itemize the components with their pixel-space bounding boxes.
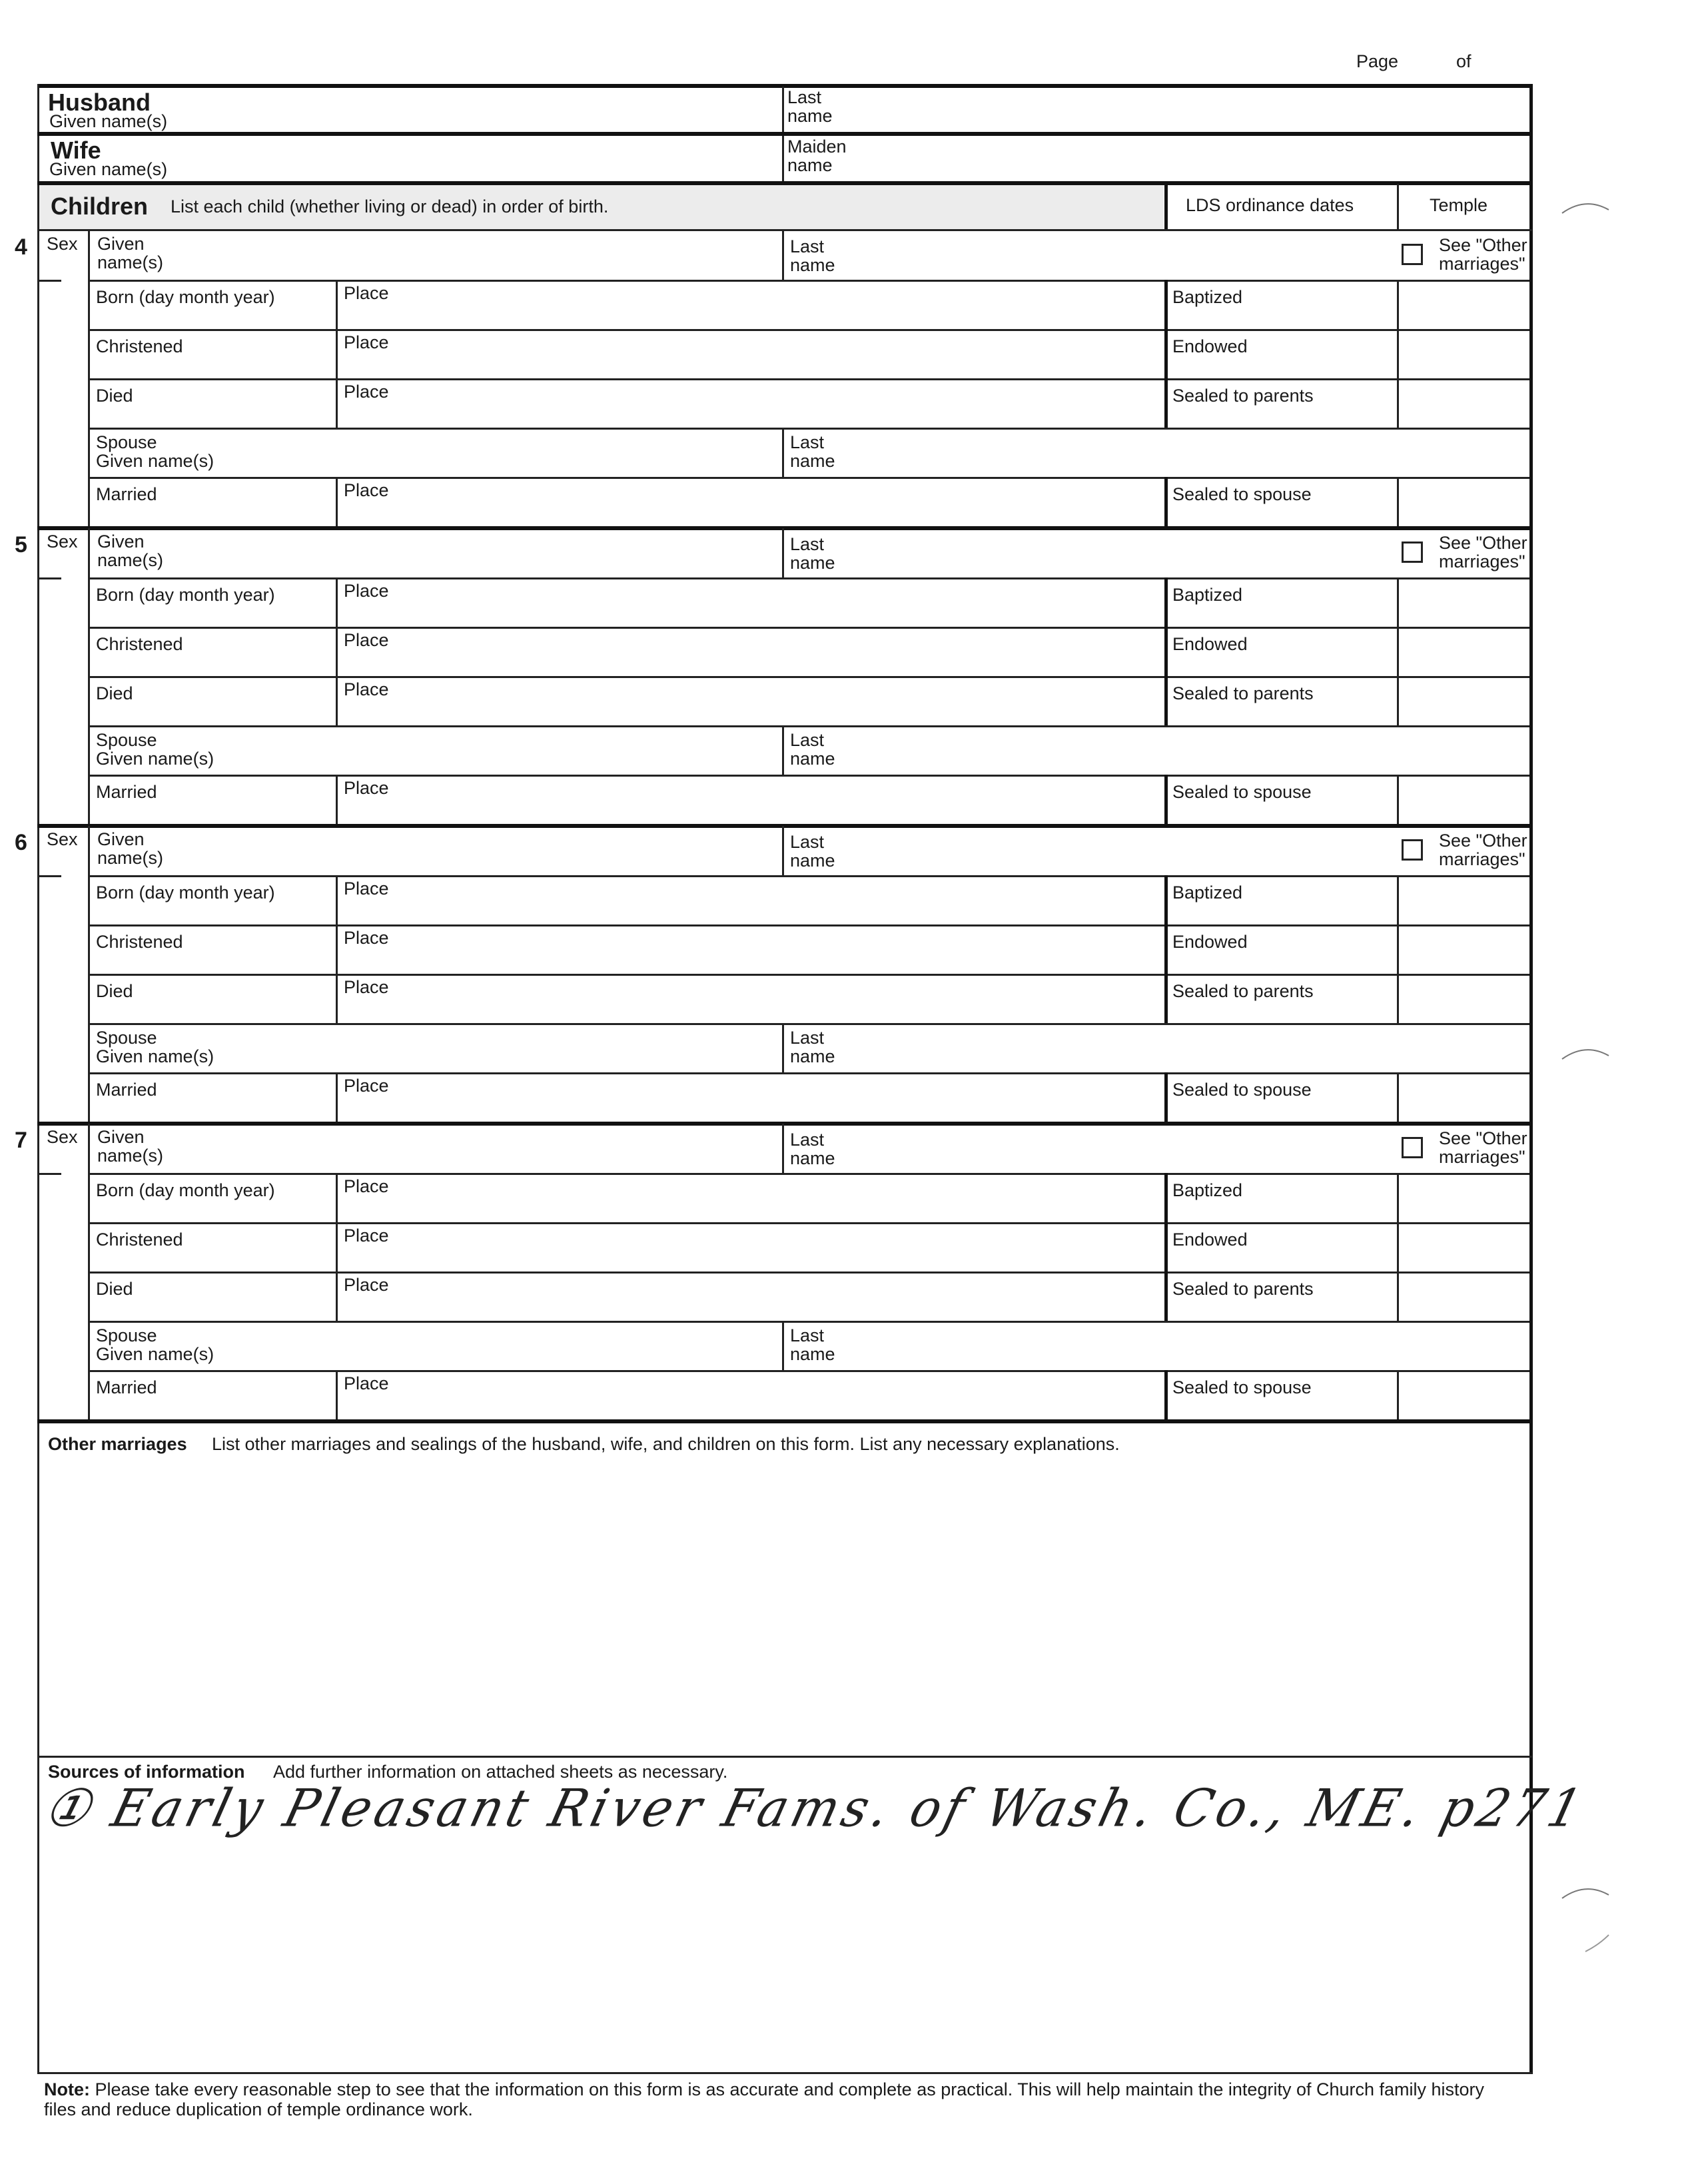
spouse-last-label-2: name	[790, 451, 835, 471]
frame-right	[1529, 84, 1533, 2074]
place-label: Place	[344, 1176, 389, 1196]
see-other-label-1: See "Other	[1439, 533, 1527, 553]
sealed-spouse-label: Sealed to spouse	[1172, 782, 1312, 802]
last-label-1: Last	[790, 236, 825, 256]
given-label-1: Given	[97, 829, 145, 849]
margin-arc-mark	[1559, 193, 1612, 220]
see-other-label-2: marriages"	[1439, 551, 1525, 571]
sources-title: Sources of information	[48, 1762, 245, 1782]
place-label: Place	[344, 879, 389, 899]
married-row[interactable]	[91, 1074, 1528, 1120]
place-label: Place	[344, 1275, 389, 1295]
christened-label: Christened	[96, 932, 183, 952]
page-label: Page	[1356, 51, 1399, 71]
frame-bottom	[37, 2072, 1532, 2074]
husband-last-label-2: name	[787, 106, 833, 126]
other-marriages-checkbox[interactable]	[1402, 839, 1423, 861]
christened-row[interactable]	[91, 926, 1528, 972]
footer-note	[44, 2079, 1509, 2119]
born-label: Born (day month year)	[96, 287, 275, 307]
child-number: 4	[15, 234, 27, 260]
divider	[782, 1124, 784, 1173]
children-title: Children	[51, 192, 149, 220]
sealed_parents-label: Sealed to parents	[1172, 981, 1314, 1001]
spouse-last-label-2: name	[790, 1344, 835, 1364]
divider	[37, 229, 1532, 231]
temple-header: Temple	[1430, 195, 1488, 215]
husband-last-label-1: Last	[787, 87, 822, 107]
child-number: 5	[15, 532, 27, 557]
divider	[782, 87, 784, 133]
wife-maiden-label-1: Maiden	[787, 137, 847, 157]
last-label-1: Last	[790, 1130, 825, 1150]
spouse-label-2: Given name(s)	[96, 1344, 214, 1364]
spouse-row[interactable]	[91, 1024, 1528, 1071]
wife-title: Wife	[51, 137, 101, 164]
sealed_parents-label: Sealed to parents	[1172, 386, 1314, 406]
born-row[interactable]	[91, 281, 1528, 328]
divider	[782, 136, 784, 182]
given-label-1: Given	[97, 532, 145, 551]
baptized-label: Baptized	[1172, 1180, 1243, 1200]
spouse-label-1: Spouse	[96, 730, 157, 750]
sealed-spouse-label: Sealed to spouse	[1172, 484, 1312, 504]
christened-row[interactable]	[91, 628, 1528, 675]
given-label-2: name(s)	[97, 252, 164, 272]
place-label: Place	[344, 382, 389, 402]
christened-row[interactable]	[91, 330, 1528, 377]
divider	[37, 577, 61, 579]
baptized-label: Baptized	[1172, 287, 1243, 307]
margin-arc-mark	[1559, 1878, 1612, 1958]
place-label: Place	[344, 1373, 389, 1393]
married-label: Married	[96, 1080, 157, 1100]
given-label-1: Given	[97, 234, 145, 254]
note-text: Please take every reasonable step to see that the information on this form is as accurate and complete as practical. This will help maintain the integrity of Church family history files and reduce duplication of temple ordinance work.	[44, 2079, 1485, 2119]
place-label: Place	[344, 480, 389, 500]
christened-label: Christened	[96, 1230, 183, 1250]
married-label: Married	[96, 1377, 157, 1397]
spouse-last-label-2: name	[790, 749, 835, 769]
christened-row[interactable]	[91, 1224, 1528, 1270]
spouse-label-2: Given name(s)	[96, 749, 214, 769]
note-label: Note:	[44, 2079, 90, 2099]
died-row[interactable]	[91, 677, 1528, 724]
married-row[interactable]	[91, 776, 1528, 823]
spouse-label-2: Given name(s)	[96, 451, 214, 471]
last-label-2: name	[790, 851, 835, 871]
other-marriages-checkbox[interactable]	[1402, 1137, 1423, 1158]
spouse-label-1: Spouse	[96, 1028, 157, 1048]
died-label: Died	[96, 1279, 133, 1299]
sex-label: Sex	[47, 532, 78, 551]
other-marriages-checkbox[interactable]	[1402, 542, 1423, 563]
place-label: Place	[344, 630, 389, 650]
place-label: Place	[344, 977, 389, 997]
place-label: Place	[344, 1076, 389, 1096]
husband-title: Husband	[48, 89, 151, 116]
sealed_parents-label: Sealed to parents	[1172, 683, 1314, 703]
born-label: Born (day month year)	[96, 585, 275, 605]
see-other-label-2: marriages"	[1439, 1147, 1525, 1167]
child-number: 7	[15, 1128, 27, 1153]
spouse-row[interactable]	[91, 429, 1528, 476]
child-number: 6	[15, 830, 27, 855]
endowed-label: Endowed	[1172, 634, 1248, 654]
spouse-label-2: Given name(s)	[96, 1046, 214, 1066]
died-row[interactable]	[91, 975, 1528, 1022]
sealed-spouse-label: Sealed to spouse	[1172, 1377, 1312, 1397]
wife-given-label: Given name(s)	[49, 159, 168, 179]
place-label: Place	[344, 283, 389, 303]
spouse-last-label-2: name	[790, 1046, 835, 1066]
divider	[782, 826, 784, 875]
sex-label: Sex	[47, 234, 78, 254]
endowed-label: Endowed	[1172, 1230, 1248, 1250]
divider	[37, 875, 61, 877]
born-row[interactable]	[91, 1174, 1528, 1221]
spouse-row[interactable]	[91, 1322, 1528, 1369]
other-marriages-instruction: List other marriages and sealings of the husband, wife, and children on this form. List any necessary explanations.	[212, 1434, 1120, 1454]
place-label: Place	[344, 778, 389, 798]
see-other-label-1: See "Other	[1439, 831, 1527, 851]
endowed-label: Endowed	[1172, 336, 1248, 356]
given-label-2: name(s)	[97, 848, 164, 868]
margin-arc-mark	[1559, 1039, 1612, 1066]
spouse-last-label-1: Last	[790, 730, 825, 750]
spouse-row[interactable]	[91, 727, 1528, 773]
see-other-label-1: See "Other	[1439, 235, 1527, 255]
spouse-last-label-1: Last	[790, 1028, 825, 1048]
christened-label: Christened	[96, 634, 183, 654]
place-label: Place	[344, 332, 389, 352]
given-label-1: Given	[97, 1127, 145, 1147]
divider	[1397, 184, 1399, 230]
see-other-label-1: See "Other	[1439, 1128, 1527, 1148]
died-label: Died	[96, 386, 133, 406]
children-instruction: List each child (whether living or dead) in order of birth.	[171, 196, 609, 216]
sex-label: Sex	[47, 1127, 78, 1147]
died-label: Died	[96, 683, 133, 703]
other-marriages-checkbox[interactable]	[1402, 244, 1423, 265]
sealed-spouse-label: Sealed to spouse	[1172, 1080, 1312, 1100]
spouse-label-1: Spouse	[96, 432, 157, 452]
given-label-2: name(s)	[97, 1146, 164, 1166]
given-label-2: name(s)	[97, 550, 164, 570]
endowed-label: Endowed	[1172, 932, 1248, 952]
other-marriages-box[interactable]	[39, 1427, 1528, 1753]
married-label: Married	[96, 484, 157, 504]
sex-label: Sex	[47, 829, 78, 849]
spouse-last-label-1: Last	[790, 432, 825, 452]
spouse-label-1: Spouse	[96, 1325, 157, 1345]
spouse-last-label-1: Last	[790, 1325, 825, 1345]
lds-ordinance-header: LDS ordinance dates	[1186, 195, 1354, 215]
of-label: of	[1456, 51, 1472, 71]
last-label-2: name	[790, 255, 835, 275]
husband-given-label: Given name(s)	[49, 111, 168, 131]
place-label: Place	[344, 928, 389, 948]
died-label: Died	[96, 981, 133, 1001]
divider	[37, 280, 61, 282]
married-row[interactable]	[91, 478, 1528, 525]
died-row[interactable]	[91, 1273, 1528, 1319]
born-row[interactable]	[91, 877, 1528, 923]
died-row[interactable]	[91, 380, 1528, 426]
wife-maiden-label-2: name	[787, 155, 833, 175]
other-marriages-title: Other marriages	[48, 1434, 187, 1454]
last-label-2: name	[790, 1148, 835, 1168]
last-label-1: Last	[790, 534, 825, 554]
born-label: Born (day month year)	[96, 1180, 275, 1200]
baptized-label: Baptized	[1172, 585, 1243, 605]
baptized-label: Baptized	[1172, 883, 1243, 903]
married-label: Married	[96, 782, 157, 802]
place-label: Place	[344, 679, 389, 699]
married-row[interactable]	[91, 1371, 1528, 1418]
handwritten-source: ① Early Pleasant River Fams. of Wash. Co., ME. p271	[37, 1778, 1592, 1839]
place-label: Place	[344, 581, 389, 601]
sealed_parents-label: Sealed to parents	[1172, 1279, 1314, 1299]
see-other-label-2: marriages"	[1439, 254, 1525, 274]
divider	[37, 1756, 1532, 1758]
place-label: Place	[344, 1226, 389, 1246]
sources-instruction: Add further information on attached sheets as necessary.	[273, 1762, 728, 1782]
born-label: Born (day month year)	[96, 883, 275, 903]
divider	[1164, 184, 1168, 230]
divider	[782, 528, 784, 577]
divider	[782, 230, 784, 280]
last-label-2: name	[790, 553, 835, 573]
divider	[37, 1173, 61, 1175]
divider	[37, 1419, 1532, 1423]
christened-label: Christened	[96, 336, 183, 356]
see-other-label-2: marriages"	[1439, 849, 1525, 869]
born-row[interactable]	[91, 579, 1528, 625]
last-label-1: Last	[790, 832, 825, 852]
